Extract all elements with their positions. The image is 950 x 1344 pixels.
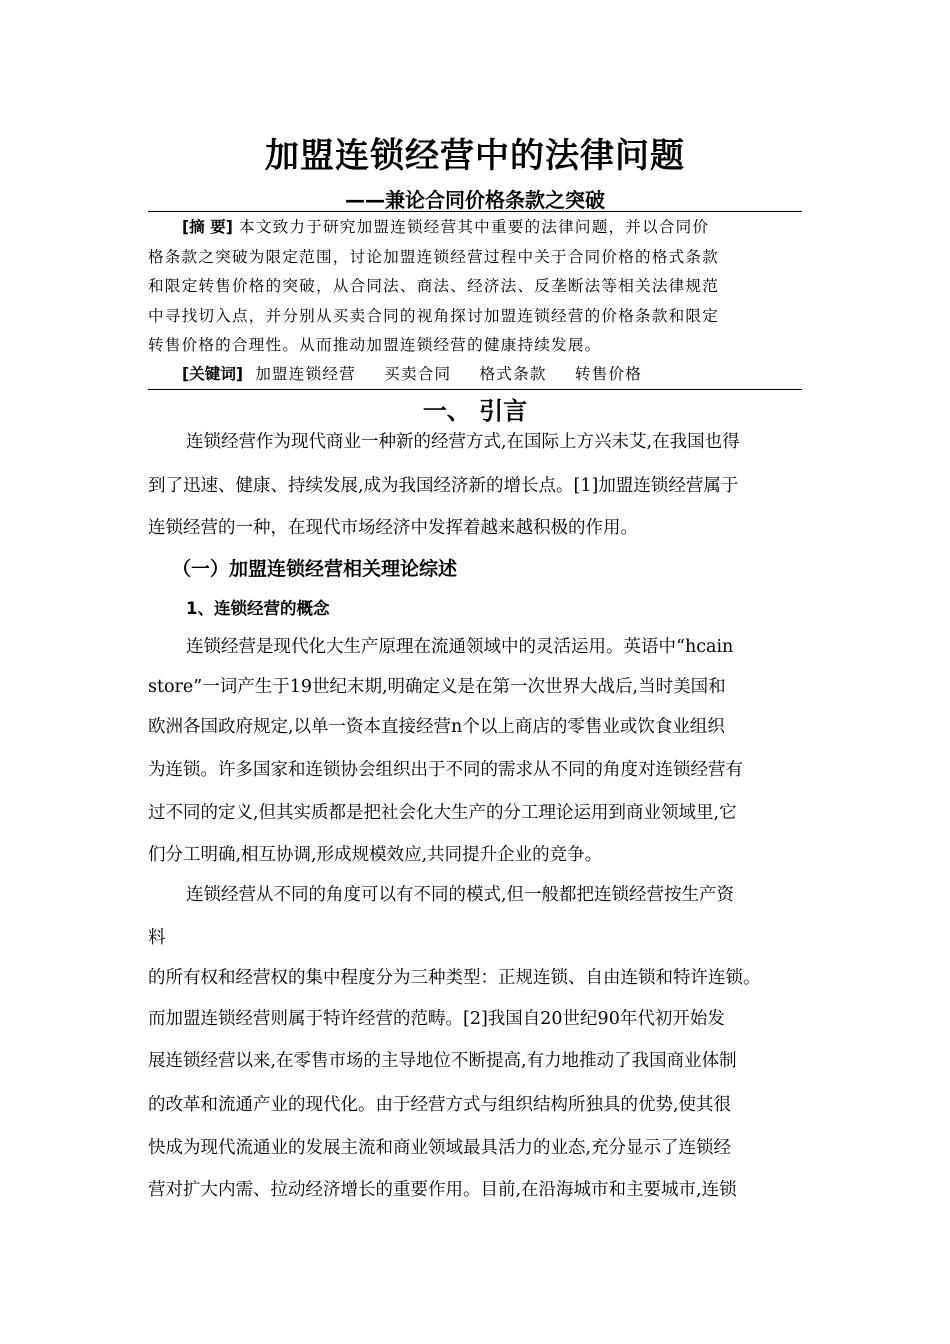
keywords-label: [关键词] [182, 365, 244, 383]
body-text-line: 过不同的定义,但其实质都是把社会化大生产的分工理论运用到商业领域里,它 [148, 803, 737, 823]
body-text-line: 的所有权和经营权的集中程度分为三种类型：正规连锁、自由连锁和特许连锁。 [148, 968, 761, 988]
paper-subtitle: ——兼论合同价格条款之突破 [345, 188, 605, 212]
body-text-line: store”一词产生于19世纪末期,明确定义是在第一次世界大战后,当时美国和 [148, 677, 726, 697]
body-text-line: 连锁经营是现代化大生产原理在流通领域中的灵活运用。英语中“hcain [186, 637, 734, 657]
keywords-line [182, 361, 664, 387]
body-text-line: 欧洲各国政府规定,以单一资本直接经营n个以上商店的零售业或饮食业组织 [148, 717, 725, 737]
abstract-top-rule [148, 211, 802, 212]
keyword: 转售价格 [574, 365, 643, 383]
body-text-line: 连锁经营从不同的角度可以有不同的模式,但一般都把连锁经营按生产资 [186, 885, 735, 905]
body-text-line: 展连锁经营以来,在零售市场的主导地位不断提高,有力地推动了我国商业体制 [148, 1051, 737, 1071]
keyword: 格式条款 [479, 365, 547, 383]
body-text-line: 的改革和流通产业的现代化。由于经营方式与组织结构所独具的优势,使其很 [148, 1095, 732, 1115]
body-text-line: 而加盟连锁经营则属于特许经营的范畴。[2]我国自20世纪90年代初开始发 [148, 1009, 725, 1029]
abstract-line: 中寻找切入点，并分别从买卖合同的视角探讨加盟连锁经营的价格条款和限定 [148, 306, 719, 325]
paper-title: 加盟连锁经营中的法律问题 [265, 136, 685, 176]
body-text-line: 为连锁。许多国家和连锁协会组织出于不同的需求从不同的角度对连锁经营有 [148, 760, 743, 780]
abstract-label: [摘 要] [182, 218, 233, 236]
body-text-line: 快成为现代流通业的发展主流和商业领域最具活力的业态,充分显示了连锁经 [148, 1138, 732, 1158]
abstract-bottom-rule [148, 389, 802, 390]
abstract-line: 格条款之突破为限定范围，讨论加盟连锁经营过程中关于合同价格的格式条款 [148, 247, 719, 266]
abstract-line: 和限定转售价格的突破，从合同法、商法、经济法、反垄断法等相关法律规范 [148, 277, 719, 296]
body-text-line: 营对扩大内需、拉动经济增长的重要作用。目前,在沿海城市和主要城市,连锁 [148, 1180, 737, 1200]
subsection-heading: （一）加盟连锁经营相关理论综述 [172, 558, 458, 580]
keyword: 加盟连锁经营 [255, 365, 356, 383]
body-text-line: 们分工明确,相互协调,形成规模效应,共同提升企业的竞争。 [148, 845, 603, 865]
body-text-line: 连锁经营的一种，在现代市场经济中发挥着越来越积极的作用。 [148, 518, 638, 538]
keyword: 买卖合同 [384, 365, 452, 383]
abstract-line: [摘 要] 本文致力于研究加盟连锁经营其中重要的法律问题，并以合同价 [182, 218, 710, 236]
body-text-line: 料 [148, 928, 166, 948]
abstract-line: 转售价格的合理性。从而推动加盟连锁经营的健康持续发展。 [148, 336, 602, 355]
body-text-line: 到了迅速、健康、持续发展,成为我国经济新的增长点。[1]加盟连锁经营属于 [148, 476, 739, 496]
abstract-block [148, 213, 802, 361]
section-heading-introduction: 一、 引言 [422, 397, 528, 425]
subsubsection-heading: 1、连锁经营的概念 [186, 599, 330, 618]
body-text-line: 连锁经营作为现代商业一种新的经营方式,在国际上方兴未艾,在我国也得 [186, 432, 740, 452]
